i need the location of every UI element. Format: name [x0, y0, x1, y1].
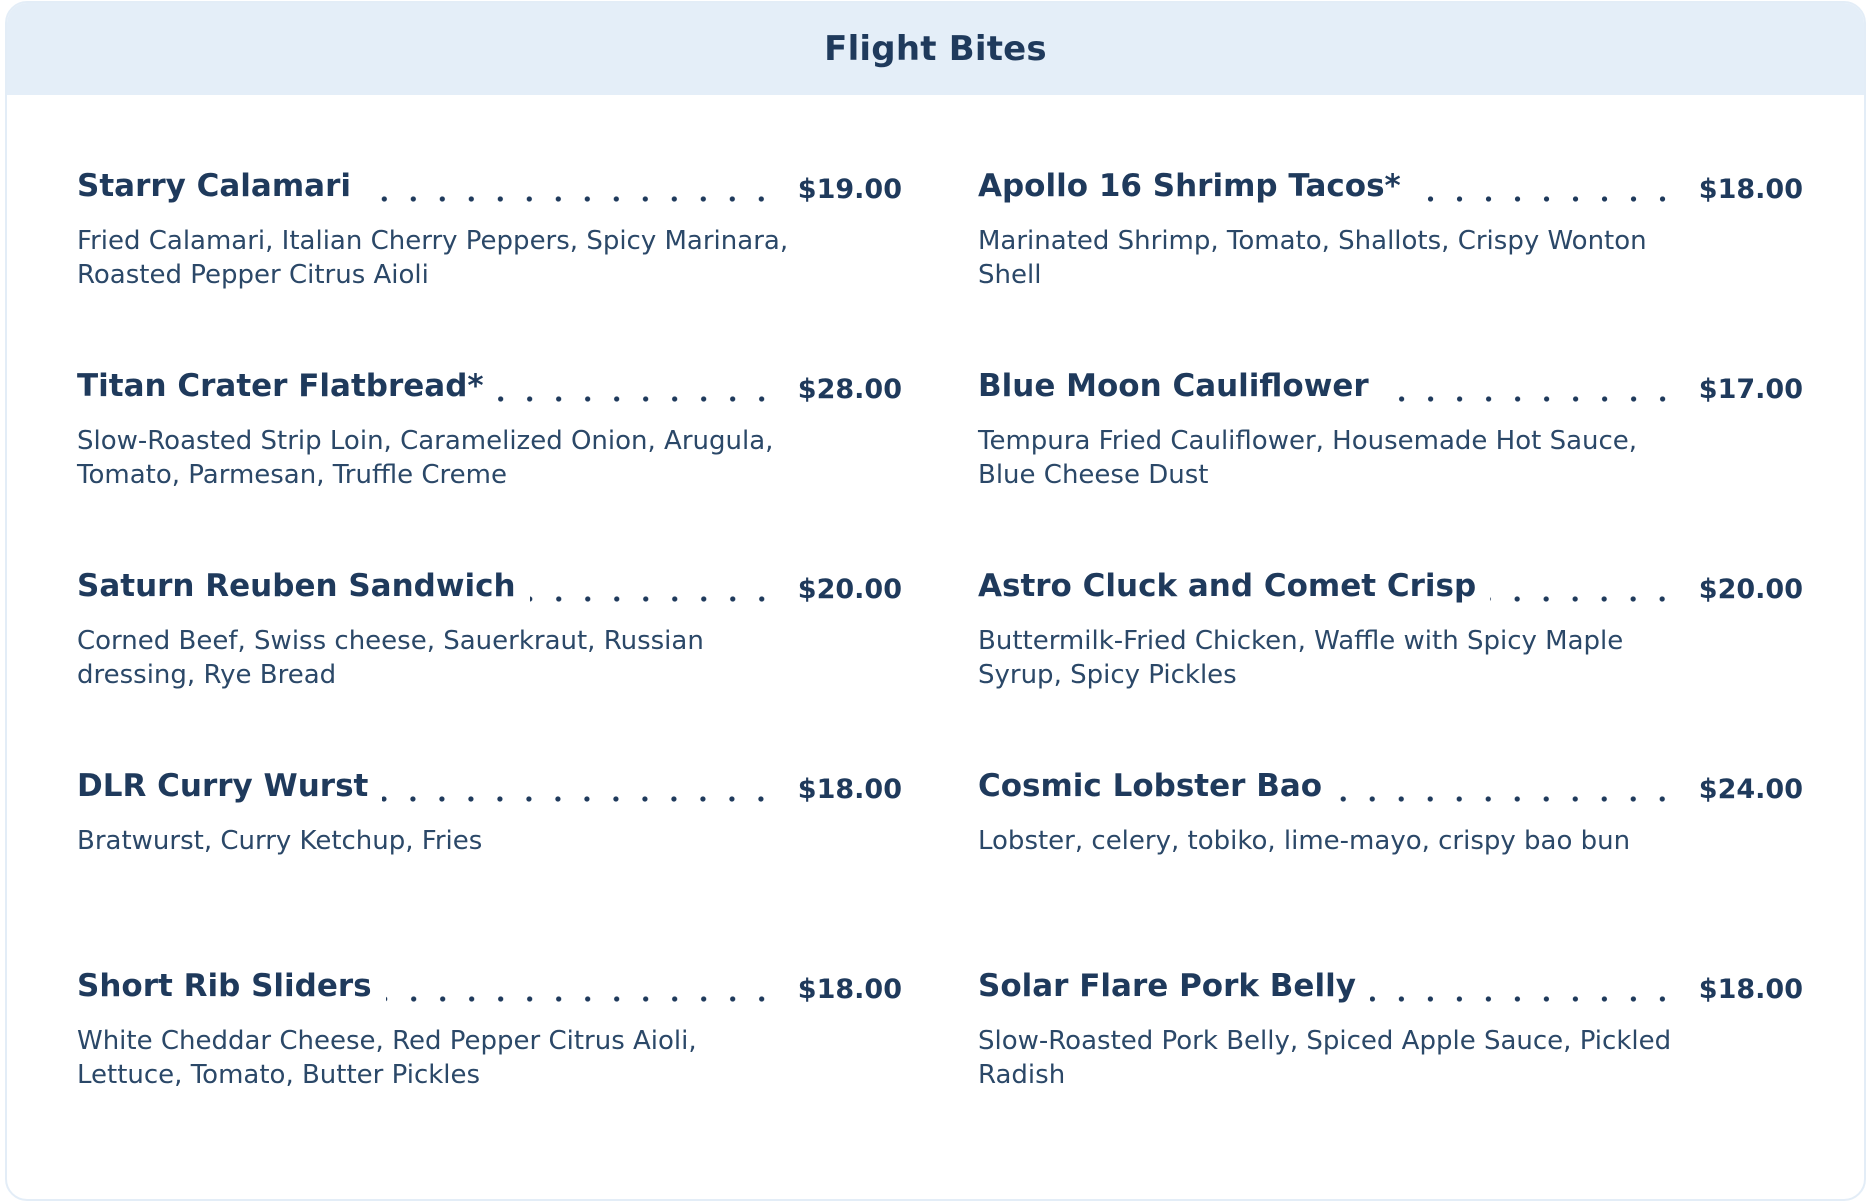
dot-leader	[382, 795, 775, 803]
menu-item-heading	[77, 568, 902, 612]
menu-item	[978, 968, 1803, 1168]
menu-item-name: Apollo 16 Shrimp Tacos*	[978, 168, 1401, 204]
dot-leader	[1370, 995, 1677, 1003]
menu-item	[978, 768, 1803, 968]
menu-item-description: White Cheddar Cheese, Red Pepper Citrus Aioli, Lettuce, Tomato, Butter Pickles	[77, 1026, 697, 1090]
menu-item-name: Solar Flare Pork Belly	[978, 968, 1356, 1004]
menu-item-heading	[978, 168, 1803, 212]
menu-item-description: Corned Beef, Swiss cheese, Sauerkraut, Russian dressing, Rye Bread	[77, 626, 704, 690]
menu-items-grid	[77, 168, 1803, 1168]
menu-item-name: Titan Crater Flatbread*	[77, 368, 484, 404]
menu-item-description: Slow-Roasted Pork Belly, Spiced Apple Sauce, Pickled Radish	[978, 1026, 1672, 1090]
menu-item-description: Fried Calamari, Italian Cherry Peppers, Spicy Marinara, Roasted Pepper Citrus Aioli	[77, 226, 789, 290]
dot-leader	[498, 395, 776, 403]
menu-item	[978, 168, 1803, 368]
menu-item-price: $18.00	[1698, 974, 1803, 1005]
menu-item-heading	[978, 368, 1803, 412]
menu-item-price: $18.00	[1698, 174, 1803, 205]
menu-item-price: $28.00	[797, 374, 902, 405]
menu-item	[77, 768, 902, 968]
menu-item-name: Blue Moon Cauliflower	[978, 368, 1369, 404]
menu-title: Flight Bites	[824, 29, 1047, 69]
dot-leader	[1490, 595, 1677, 603]
menu-item	[77, 368, 902, 568]
menu-item-description: Slow-Roasted Strip Loin, Caramelized Onion, Arugula, Tomato, Parmesan, Truffle Creme	[77, 426, 774, 490]
menu-item-heading	[978, 568, 1803, 612]
menu-item-description: Marinated Shrimp, Tomato, Shallots, Crispy Wonton Shell	[978, 226, 1647, 290]
menu-item-name: Saturn Reuben Sandwich	[77, 568, 516, 604]
menu-item-price: $20.00	[1698, 574, 1803, 605]
menu-item	[77, 968, 902, 1168]
menu-item-price: $17.00	[1698, 374, 1803, 405]
dot-leader	[1383, 395, 1677, 403]
menu-item	[978, 368, 1803, 568]
menu-item	[978, 568, 1803, 768]
menu-item-description: Bratwurst, Curry Ketchup, Fries	[77, 826, 483, 856]
menu-item	[77, 168, 902, 368]
menu-item-heading	[77, 768, 902, 812]
menu-header	[7, 3, 1864, 95]
menu-item-name: Short Rib Sliders	[77, 968, 372, 1004]
dot-leader	[1336, 795, 1677, 803]
menu-item-description: Lobster, celery, tobiko, lime-mayo, crispy bao bun	[978, 826, 1631, 856]
dot-leader	[386, 995, 776, 1003]
menu-item-name: Starry Calamari	[77, 168, 351, 204]
menu-item-heading	[77, 168, 902, 212]
menu-item-price: $18.00	[797, 774, 902, 805]
menu-item-description: Buttermilk-Fried Chicken, Waffle with Spicy Maple Syrup, Spicy Pickles	[978, 626, 1624, 690]
menu-item-price: $19.00	[797, 174, 902, 205]
menu-card	[5, 1, 1866, 1201]
menu-item-heading	[978, 968, 1803, 1012]
menu-item-price: $20.00	[797, 574, 902, 605]
menu-item-heading	[978, 768, 1803, 812]
menu-item-heading	[77, 968, 902, 1012]
menu-item-heading	[77, 368, 902, 412]
menu-item-name: Cosmic Lobster Bao	[978, 768, 1323, 804]
dot-leader	[365, 195, 776, 203]
menu-item-name: Astro Cluck and Comet Crisp	[978, 568, 1477, 604]
menu-item-description: Tempura Fried Cauliflower, Housemade Hot Sauce, Blue Cheese Dust	[978, 426, 1638, 490]
menu-item-price: $18.00	[797, 974, 902, 1005]
menu-item-name: DLR Curry Wurst	[77, 768, 369, 804]
menu-item-price: $24.00	[1698, 774, 1803, 805]
dot-leader	[1415, 195, 1677, 203]
menu-item	[77, 568, 902, 768]
dot-leader	[530, 595, 776, 603]
